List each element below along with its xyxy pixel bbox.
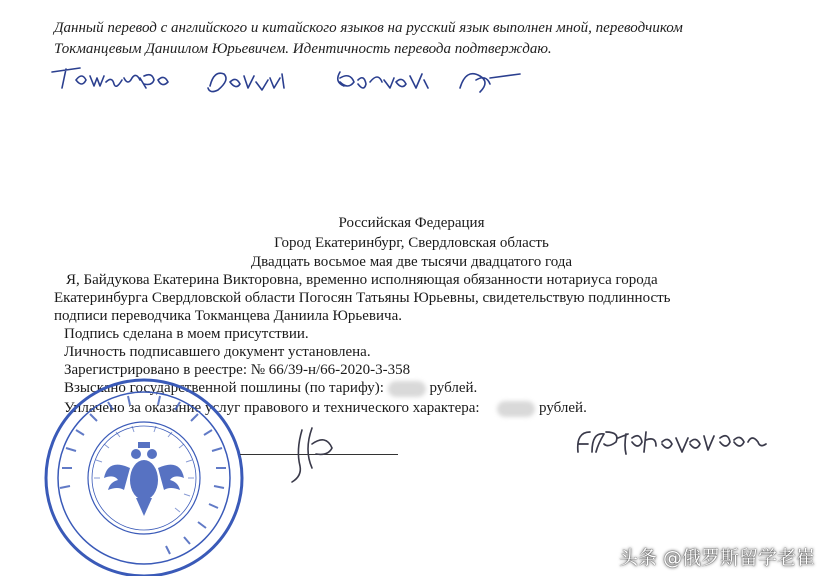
header-date: Двадцать восьмое мая две тысячи двадцатого года [250,254,573,270]
fee-label: Взыскано государственной пошлины (по тарифу): [64,380,384,396]
services-label: Уплачено за оказание услуг правового и технического характера: [64,400,480,416]
translator-signature [40,58,530,108]
fee-unit: рублей. [429,380,478,396]
header-city: Город Екатеринбург, Свердловская область [274,235,549,251]
registry-label: Зарегистрировано в реестре: [64,362,247,378]
notary-stamp [20,368,250,576]
identity-established: Личность подписавшего документ установлена. [64,344,371,360]
services-amount-redacted [497,401,535,417]
translator-statement-line-2: Токманцевым Даниилом Юрьевичем. Идентичность перевода подтверждаю. [54,41,552,57]
header-country: Российская Федерация [338,215,485,231]
services-unit: рублей. [539,400,587,416]
notary-initial-signature [282,420,352,490]
watermark-text: 头条 @俄罗斯留学老崔 [618,547,815,569]
certification-line-1: Я, Байдукова Екатерина Викторовна, временно исполняющая обязанности нотариуса города [66,272,658,288]
certification-line-2: Екатеринбурга Свердловской области Погосян Татьяны Юрьевны, свидетельствую подлинность [54,290,671,306]
signed-presence: Подпись сделана в моем присутствии. [64,326,309,342]
registry-number: № 66/39-н/66-2020-3-358 [250,362,411,378]
certification-line-3: подписи переводчика Токманцева Даниила Юрьевича. [54,308,402,324]
translator-statement-line-1: Данный перевод с английского и китайского языков на русский язык выполнен мной, переводчиком [54,20,683,36]
fee-amount-redacted [388,381,426,397]
notary-signature [570,418,790,468]
